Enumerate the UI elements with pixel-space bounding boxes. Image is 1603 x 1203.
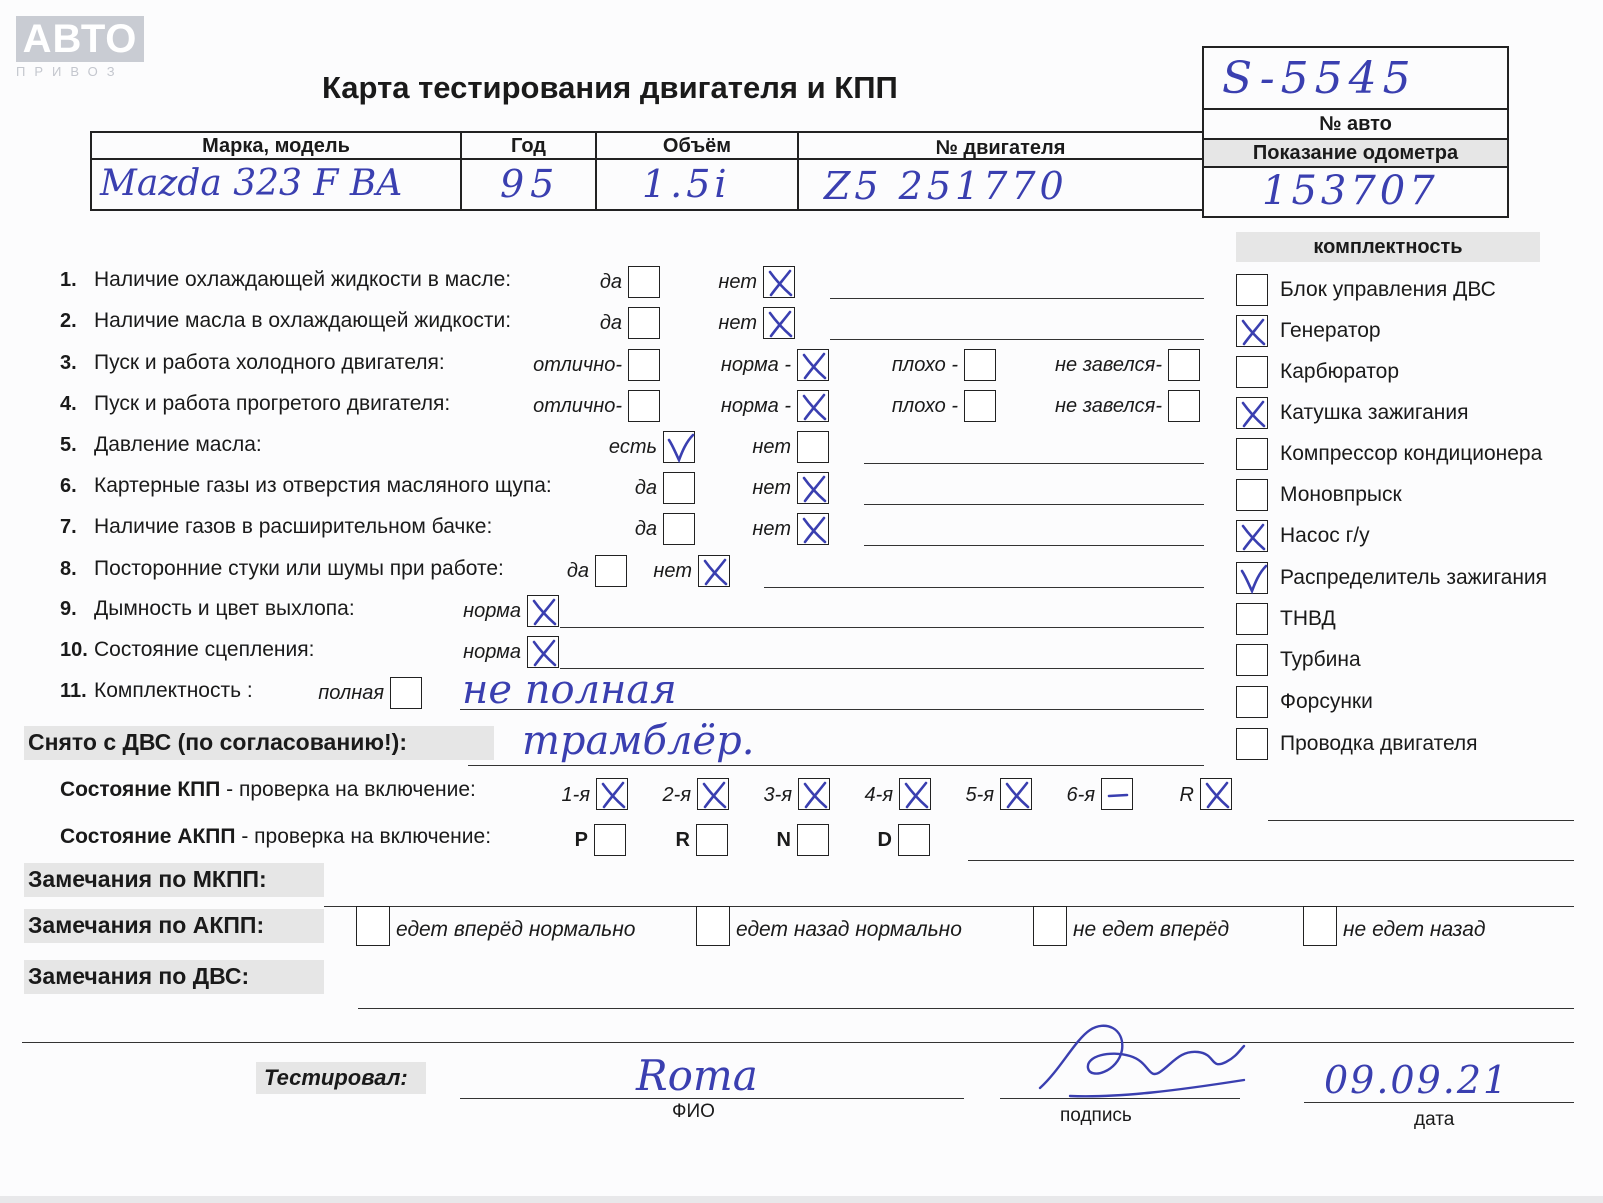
kpp-gear-7-checkbox[interactable] xyxy=(1200,778,1232,810)
check-6-option-2-checkbox-mark xyxy=(798,473,830,505)
akpp-remark-option-4-label: не едет назад xyxy=(1343,918,1486,941)
akpp-gear-4-checkbox[interactable] xyxy=(898,824,930,856)
car-number-label: № авто xyxy=(1319,113,1392,135)
kpp-gear-2-checkbox-mark xyxy=(698,779,730,811)
check-10-number: 10. xyxy=(60,639,88,661)
kpp-label-bold: Состояние КПП xyxy=(60,778,221,801)
check-7-option-2-label: нет xyxy=(752,518,791,540)
check-7-option-2-checkbox[interactable] xyxy=(797,513,829,545)
check-9-option-1-checkbox-mark xyxy=(528,596,560,628)
check-8-option-2-checkbox-mark xyxy=(699,556,731,588)
kpp-gear-1-label: 1-я xyxy=(561,784,590,806)
akpp-remark-option-1-label: едет вперёд нормально xyxy=(396,918,636,941)
model-label: Марка, модель xyxy=(202,135,350,157)
kpp-gear-5-label: 5-я xyxy=(965,784,994,806)
kit-item-5-label: Компрессор кондиционера xyxy=(1280,442,1543,465)
check-9-option-1-checkbox[interactable] xyxy=(527,595,559,627)
check-10-label: Состояние сцепления: xyxy=(94,638,315,661)
check-2-option-2-checkbox[interactable] xyxy=(763,307,795,339)
akpp-gear-1-label: P xyxy=(574,829,588,851)
remarks-mkpp-label: Замечания по МКПП: xyxy=(28,866,267,892)
check-3-option-2-label: норма - xyxy=(720,354,791,376)
check-6-option-2-label: нет xyxy=(752,477,791,499)
tested-label: Тестировал: xyxy=(264,1065,408,1090)
kpp-label xyxy=(60,778,476,802)
model-value[interactable]: Mazda 323 F BA xyxy=(100,163,403,204)
sign-label: подпись xyxy=(1060,1105,1132,1126)
check-5-option-1-label: есть xyxy=(608,436,657,458)
akpp-remark-option-3-checkbox[interactable] xyxy=(1033,906,1067,946)
check-9-label: Дымность и цвет выхлопа: xyxy=(94,597,355,620)
check-10-option-1-checkbox[interactable] xyxy=(527,636,559,668)
kit-item-9-label: ТНВД xyxy=(1280,607,1336,630)
kpp-gear-5-checkbox-mark xyxy=(1001,779,1033,811)
check-7-option-1-label: да xyxy=(634,518,657,540)
removed-label: Снято с ДВС (по согласованию!): xyxy=(28,729,407,755)
check-1-number: 1. xyxy=(60,269,77,291)
kit-item-7-checkbox[interactable] xyxy=(1236,520,1268,552)
kit-item-4-label: Катушка зажигания xyxy=(1280,401,1469,424)
year-label: Год xyxy=(511,135,546,157)
kit-item-11-label: Форсунки xyxy=(1280,690,1373,713)
akpp-gear-3-label: N xyxy=(776,829,791,851)
odometer-value[interactable]: 153707 xyxy=(1262,168,1439,214)
akpp-gear-1-checkbox[interactable] xyxy=(594,824,626,856)
date-label: дата xyxy=(1414,1109,1455,1130)
kpp-gear-4-checkbox[interactable] xyxy=(899,778,931,810)
kpp-gear-6-checkbox-mark xyxy=(1102,779,1134,811)
kit-item-5-checkbox[interactable] xyxy=(1236,438,1268,470)
engine-value[interactable]: Z5 251770 xyxy=(824,164,1068,208)
akpp-gear-4-label: D xyxy=(877,829,892,851)
check-8-option-2-checkbox[interactable] xyxy=(698,555,730,587)
check-3-option-4-checkbox[interactable] xyxy=(1168,349,1200,381)
check-10-option-1-checkbox-mark xyxy=(528,637,560,669)
kit-item-11-checkbox[interactable] xyxy=(1236,686,1268,718)
kpp-gear-5-checkbox[interactable] xyxy=(1000,778,1032,810)
check-1-option-1-label: да xyxy=(599,271,622,293)
check-6-option-1-label: да xyxy=(634,477,657,499)
check-1-label: Наличие охлаждающей жидкости в масле: xyxy=(94,268,512,291)
check-3-number: 3. xyxy=(60,352,77,374)
check-3-option-4-label: не завелся- xyxy=(1055,354,1162,376)
check-11-option-1-checkbox[interactable] xyxy=(390,677,422,709)
volume-value[interactable]: 1.5i xyxy=(642,162,731,206)
check-9-number: 9. xyxy=(60,598,77,620)
kit-item-12-label: Проводка двигателя xyxy=(1280,732,1478,755)
fio-label: ФИО xyxy=(672,1101,715,1122)
kit-item-2-label: Генератор xyxy=(1280,319,1381,342)
kpp-gear-4-checkbox-mark xyxy=(900,779,932,811)
akpp-label xyxy=(60,825,491,849)
check-11-note[interactable]: не полная xyxy=(462,667,677,713)
akpp-label-bold: Состояние АКПП xyxy=(60,825,236,848)
tester-name[interactable]: Roma xyxy=(636,1051,758,1100)
akpp-remark-option-1-checkbox[interactable] xyxy=(356,906,390,946)
logo xyxy=(14,16,148,82)
engine-label: № двигателя xyxy=(935,137,1066,159)
kpp-gear-1-checkbox-mark xyxy=(597,779,629,811)
kit-item-10-checkbox[interactable] xyxy=(1236,644,1268,676)
check-6-number: 6. xyxy=(60,475,77,497)
check-7-label: Наличие газов в расширительном бачке: xyxy=(94,515,493,538)
check-11-number: 11. xyxy=(60,680,87,702)
kpp-gear-2-checkbox[interactable] xyxy=(697,778,729,810)
volume-label: Объём xyxy=(662,135,732,157)
kpp-gear-6-label: 6-я xyxy=(1066,784,1095,806)
check-2-option-1-label: да xyxy=(599,312,622,334)
akpp-remark-option-3-label: не едет вперёд xyxy=(1073,918,1230,941)
kit-item-8-label: Распределитель зажигания xyxy=(1280,566,1548,589)
date-value[interactable]: 09.09.21 xyxy=(1324,1058,1510,1102)
akpp-label-rest: - проверка на включение: xyxy=(235,825,492,848)
akpp-remark-option-2-label: едет назад нормально xyxy=(736,918,962,941)
kit-item-6-label: Моновпрыск xyxy=(1280,483,1402,506)
kit-item-8-checkbox[interactable] xyxy=(1236,562,1268,594)
kpp-gear-7-label: R xyxy=(1179,784,1194,806)
remarks-akpp-label: Замечания по АКПП: xyxy=(28,912,265,938)
kit-item-6-checkbox[interactable] xyxy=(1236,479,1268,511)
check-8-number: 8. xyxy=(60,558,77,580)
check-5-number: 5. xyxy=(60,434,77,456)
check-3-label: Пуск и работа холодного двигателя: xyxy=(94,351,445,374)
check-9-option-1-label: норма xyxy=(463,600,521,622)
check-5-option-2-label: нет xyxy=(752,436,791,458)
page-title: Карта тестирования двигателя и КПП xyxy=(322,70,898,105)
kpp-label-rest: - проверка на включение: xyxy=(220,778,476,801)
check-11-option-1-label: полная xyxy=(318,682,384,704)
kpp-gear-6-checkbox[interactable] xyxy=(1101,778,1133,810)
akpp-gear-2-label: R xyxy=(675,829,690,851)
remarks-dvs-line[interactable] xyxy=(358,1008,1574,1009)
check-11-label: Комплектность : xyxy=(94,679,253,702)
check-1-option-2-checkbox[interactable] xyxy=(763,266,795,298)
akpp-gear-3-checkbox[interactable] xyxy=(797,824,829,856)
check-2-option-2-label: нет xyxy=(718,312,757,334)
kpp-gear-4-label: 4-я xyxy=(864,784,893,806)
akpp-remark-option-2-checkbox[interactable] xyxy=(696,906,730,946)
check-4-option-4-label: не завелся- xyxy=(1055,395,1162,417)
kit-item-7-label: Насос г/у xyxy=(1280,524,1370,547)
check-2-option-2-checkbox-mark xyxy=(764,308,796,340)
check-1-option-2-label: нет xyxy=(718,271,757,293)
check-4-option-4-checkbox[interactable] xyxy=(1168,390,1200,422)
car-number-value[interactable]: S-5545 xyxy=(1222,53,1417,104)
kit-item-3-label: Карбюратор xyxy=(1280,360,1400,383)
kpp-gear-3-checkbox[interactable] xyxy=(798,778,830,810)
year-value[interactable]: 95 xyxy=(500,162,561,206)
kpp-gear-3-label: 3-я xyxy=(763,784,792,806)
check-2-number: 2. xyxy=(60,310,77,332)
check-3-option-3-label: плохо - xyxy=(891,354,958,376)
check-4-option-2-label: норма - xyxy=(720,395,791,417)
logo-brand: АВТО xyxy=(16,16,144,62)
check-10-option-1-label: норма xyxy=(463,641,521,663)
check-1-option-2-checkbox-mark xyxy=(764,267,796,299)
akpp-gear-2-checkbox[interactable] xyxy=(696,824,728,856)
check-8-option-2-label: нет xyxy=(653,560,692,582)
kpp-gear-3-checkbox-mark xyxy=(799,779,831,811)
check-3-option-1-label: отлично- xyxy=(533,354,622,376)
remarks-dvs-label: Замечания по ДВС: xyxy=(28,963,250,989)
check-2-label: Наличие масла в охлаждающей жидкости: xyxy=(94,309,512,332)
check-6-option-2-checkbox[interactable] xyxy=(797,472,829,504)
kpp-gear-1-checkbox[interactable] xyxy=(596,778,628,810)
check-7-option-2-checkbox-mark xyxy=(798,514,830,546)
signature-image xyxy=(1030,1010,1250,1110)
kit-item-1-label: Блок управления ДВС xyxy=(1280,278,1496,301)
kit-item-10-label: Турбина xyxy=(1280,648,1361,671)
kit-title: комплектность xyxy=(1313,236,1463,258)
kit-item-12-checkbox[interactable] xyxy=(1236,728,1268,760)
kit-item-4-checkbox[interactable] xyxy=(1236,397,1268,429)
removed-value[interactable]: трамблёр. xyxy=(522,718,755,764)
check-4-option-3-label: плохо - xyxy=(891,395,958,417)
kit-item-3-checkbox[interactable] xyxy=(1236,356,1268,388)
check-4-number: 4. xyxy=(60,393,77,415)
kit-item-2-checkbox-mark xyxy=(1237,316,1269,348)
kit-item-1-checkbox[interactable] xyxy=(1236,274,1268,306)
check-7-number: 7. xyxy=(60,516,77,538)
kpp-gear-7-checkbox-mark xyxy=(1201,779,1233,811)
logo-sub: ПРИВОЗ xyxy=(16,64,124,79)
check-8-option-1-label: да xyxy=(566,560,589,582)
kit-item-9-checkbox[interactable] xyxy=(1236,603,1268,635)
kit-item-8-checkbox-mark xyxy=(1237,563,1269,595)
check-4-option-1-label: отлично- xyxy=(533,395,622,417)
check-5-label: Давление масла: xyxy=(94,433,262,456)
remarks-mkpp-line[interactable] xyxy=(324,906,1574,907)
kit-item-2-checkbox[interactable] xyxy=(1236,315,1268,347)
check-6-label: Картерные газы из отверстия масляного щупа: xyxy=(94,474,552,497)
check-4-label: Пуск и работа прогретого двигателя: xyxy=(94,392,451,415)
kit-item-7-checkbox-mark xyxy=(1237,521,1269,553)
kpp-gear-2-label: 2-я xyxy=(662,784,691,806)
odometer-label: Показание одометра xyxy=(1252,142,1459,164)
kit-item-4-checkbox-mark xyxy=(1237,398,1269,430)
check-8-label: Посторонние стуки или шумы при работе: xyxy=(94,557,504,580)
akpp-remark-option-4-checkbox[interactable] xyxy=(1303,906,1337,946)
check-5-option-2-checkbox[interactable] xyxy=(797,431,829,463)
